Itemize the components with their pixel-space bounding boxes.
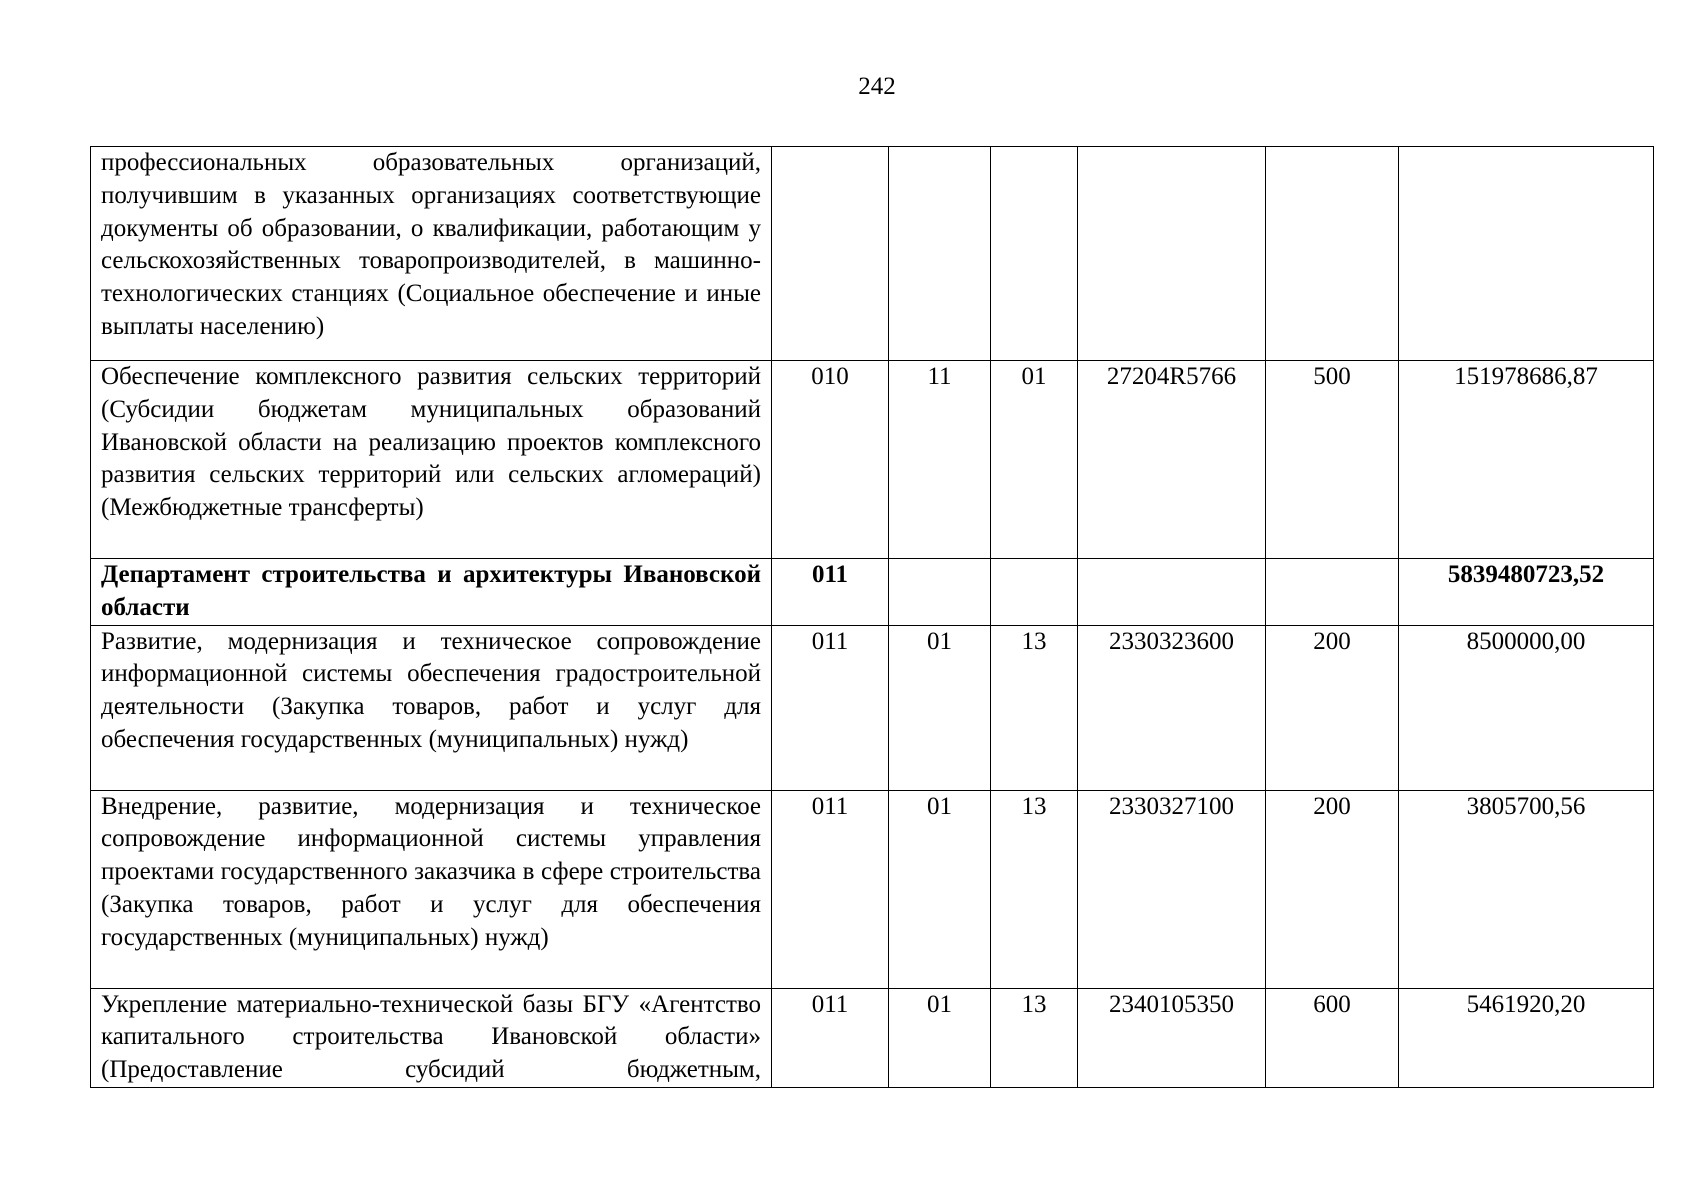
row-vr-cell: 500 (1266, 361, 1399, 559)
table-row (91, 790, 1654, 988)
row-csr-cell (1078, 147, 1266, 361)
row-sum-cell: 151978686,87 (1399, 361, 1654, 559)
row-grbs-cell (772, 147, 889, 361)
row-pr-cell (991, 147, 1078, 361)
row-sum-cell (1399, 147, 1654, 361)
row-vr-cell: 600 (1266, 988, 1399, 1087)
row-rz-cell: 11 (889, 361, 991, 559)
table-row (91, 147, 1654, 361)
row-rz-cell: 01 (889, 790, 991, 988)
row-pr-cell: 01 (991, 361, 1078, 559)
row-vr-cell (1266, 559, 1399, 626)
row-sum-cell: 3805700,56 (1399, 790, 1654, 988)
page-number: 242 (858, 73, 896, 100)
row-rz-cell (889, 559, 991, 626)
row-grbs-cell: 010 (772, 361, 889, 559)
row-vr-cell: 200 (1266, 625, 1399, 790)
row-pr-cell: 13 (991, 790, 1078, 988)
row-pr-cell: 13 (991, 625, 1078, 790)
row-name-cell: профессиональных образовательных организаций, получившим в указанных организациях соответствующие документы об образовании, о квалификации, работающим у сельскохозяйственных товаропроизводителей, в машинно-технологических станциях (Социальное обеспечение и иные выплаты населению) (91, 147, 772, 361)
table-row (91, 988, 1654, 1087)
row-name-cell: Укрепление материально-технической базы БГУ «Агентство капитального строительства Ивановской области» (Предоставление субсидий бюджетным, (91, 988, 772, 1087)
row-grbs-cell: 011 (772, 988, 889, 1087)
row-sum-cell: 5839480723,52 (1399, 559, 1654, 626)
table-row (91, 625, 1654, 790)
row-vr-cell: 200 (1266, 790, 1399, 988)
row-rz-cell (889, 147, 991, 361)
row-rz-cell: 01 (889, 625, 991, 790)
table-row (91, 559, 1654, 626)
row-sum-cell: 5461920,20 (1399, 988, 1654, 1087)
row-pr-cell (991, 559, 1078, 626)
row-grbs-cell: 011 (772, 559, 889, 626)
row-vr-cell (1266, 147, 1399, 361)
row-csr-cell (1078, 559, 1266, 626)
table-row (91, 361, 1654, 559)
row-name-cell: Внедрение, развитие, модернизация и техническое сопровождение информационной системы управления проектами государственного заказчика в сфере строительства (Закупка товаров, работ и услуг для обеспечения государственных (муниципальных) нужд) (91, 790, 772, 988)
row-csr-cell: 2340105350 (1078, 988, 1266, 1087)
row-grbs-cell: 011 (772, 625, 889, 790)
row-csr-cell: 27204R5766 (1078, 361, 1266, 559)
budget-table (90, 146, 1654, 1088)
row-name-cell: Департамент строительства и архитектуры Ивановской области (91, 559, 772, 626)
row-rz-cell: 01 (889, 988, 991, 1087)
row-grbs-cell: 011 (772, 790, 889, 988)
row-pr-cell: 13 (991, 988, 1078, 1087)
row-csr-cell: 2330323600 (1078, 625, 1266, 790)
row-csr-cell: 2330327100 (1078, 790, 1266, 988)
row-sum-cell: 8500000,00 (1399, 625, 1654, 790)
row-name-cell: Развитие, модернизация и техническое сопровождение информационной системы обеспечения градостроительной деятельности (Закупка товаров, работ и услуг для обеспечения государственных (муниципальных) нужд) (91, 625, 772, 790)
row-name-cell: Обеспечение комплексного развития сельских территорий (Субсидии бюджетам муниципальных образований Ивановской области на реализацию проектов комплексного развития сельских территорий или сельских агломераций) (Межбюджетные трансферты) (91, 361, 772, 559)
